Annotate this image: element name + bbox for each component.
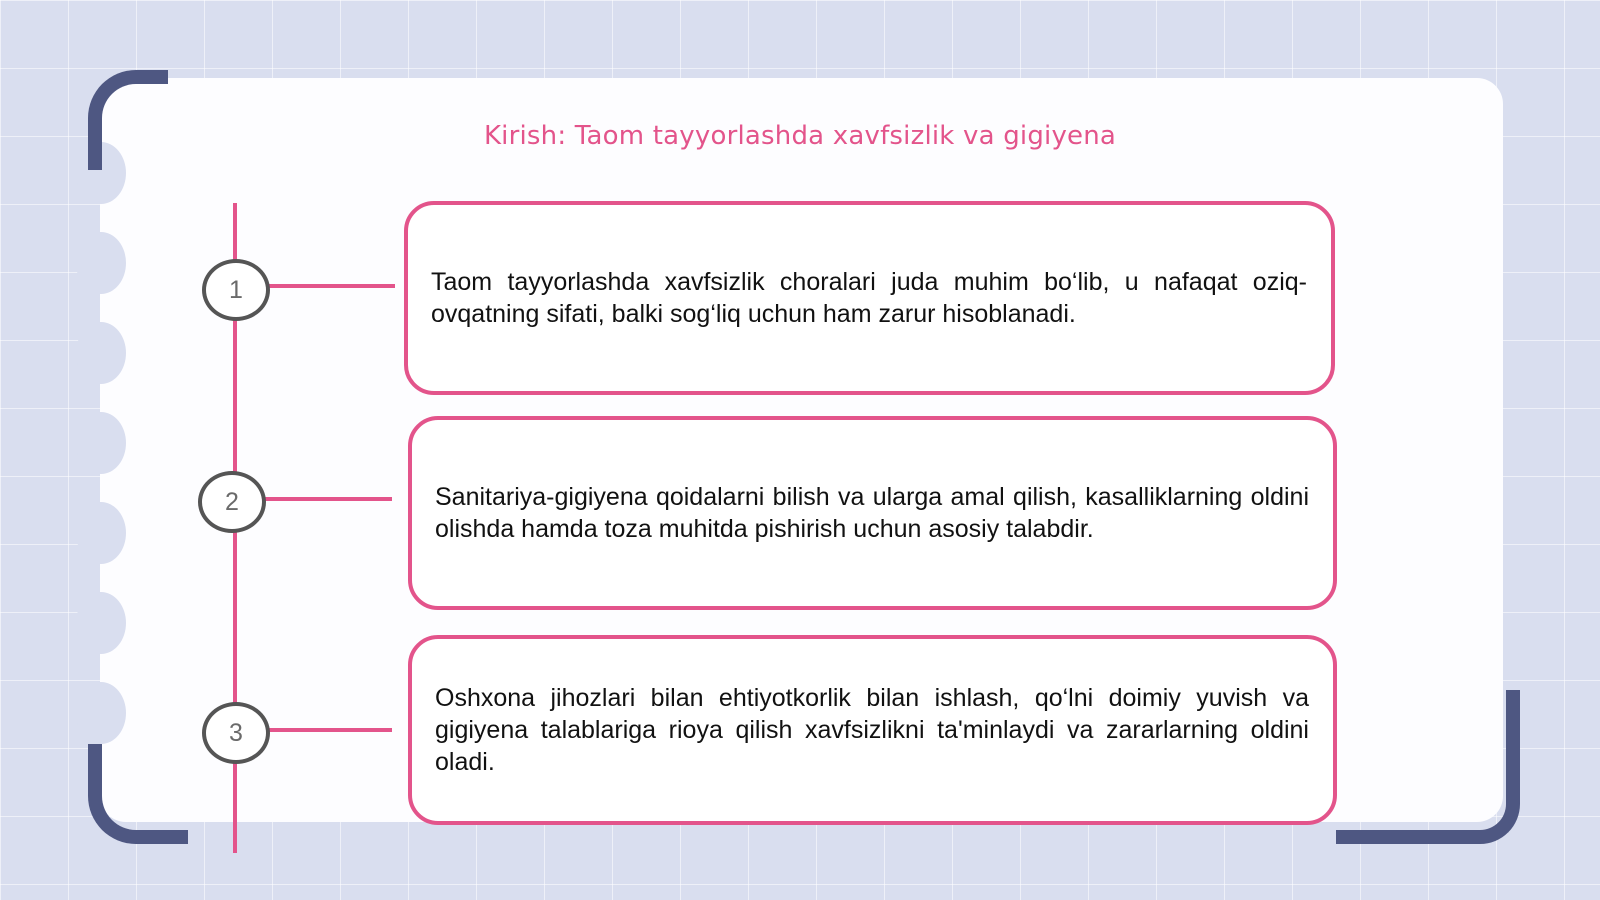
info-card-text: Sanitariya-gigiyena qoidalarni bilish va ularga amal qilish, kasalliklarning oldini olishda hamda toza muhitda pishirish uchun asosiy talabdir. bbox=[435, 483, 1309, 543]
paper-notch bbox=[76, 412, 126, 474]
timeline-connector bbox=[268, 284, 395, 288]
timeline-connector bbox=[264, 497, 392, 501]
info-card-text: Taom tayyorlashda xavfsizlik choralari juda muhim bo‘lib, u nafaqat oziq-ovqatning sifati, balki sog‘liq uchun ham zarur hisoblanadi. bbox=[431, 268, 1307, 328]
frame-corner-top-left bbox=[88, 70, 168, 170]
step-number-1: 1 bbox=[202, 259, 270, 321]
info-card-1 bbox=[404, 201, 1335, 395]
info-card-text: Oshxona jihozlari bilan ehtiyotkorlik bilan ishlash, qo‘lni doimiy yuvish va gigiyena talablariga rioya qilish xavfsizlikni ta'minlaydi va zararlarning oldini oladi. bbox=[435, 684, 1309, 776]
frame-corner-bottom-right bbox=[1336, 690, 1520, 844]
paper-notch bbox=[76, 322, 126, 384]
timeline-connector bbox=[268, 728, 392, 732]
paper-notch bbox=[76, 232, 126, 294]
paper-notch bbox=[76, 502, 126, 564]
frame-corner-bottom-left bbox=[88, 744, 188, 844]
info-card-2 bbox=[408, 416, 1337, 610]
slide-title: Kirish: Taom tayyorlashda xavfsizlik va gigiyena bbox=[483, 121, 1117, 151]
info-card-3 bbox=[408, 635, 1337, 825]
step-number-2: 2 bbox=[198, 471, 266, 533]
paper-notch bbox=[76, 682, 126, 744]
step-number-3: 3 bbox=[202, 702, 270, 764]
paper-notch bbox=[76, 592, 126, 654]
